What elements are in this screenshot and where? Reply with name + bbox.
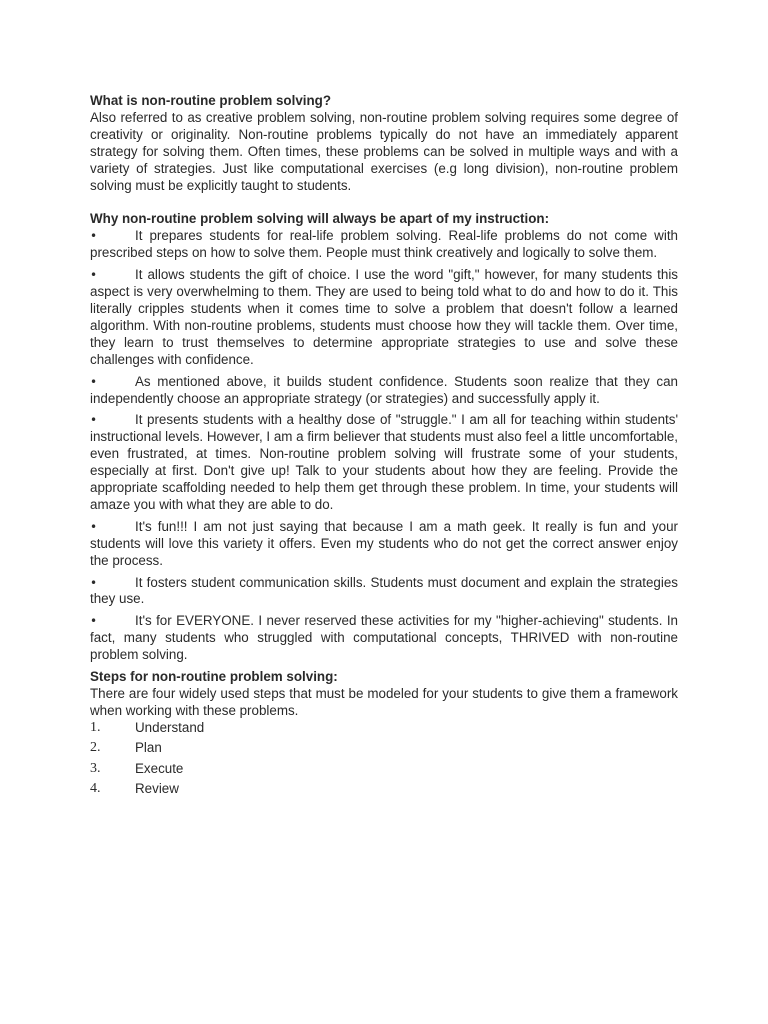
steps-list xyxy=(90,720,678,798)
list-item-text: It's fun!!! I am not just saying that because I am a math geek. It really is fun and your students will love this variety it offers. Even my students who do not get the correct answer enjoy the process. xyxy=(90,518,678,568)
list-item-text: It presents students with a healthy dose of "struggle." I am all for teaching within students' instructional levels. However, I am a firm believer that students must also feel a little uncomfortable, even frustrated, at times. Non-routine problem solving will frustrate some of your students, especially at first. Don't give up! Talk to your students about how they are feeling. Provide the appropriate scaffolding needed to help them get through these problem. In time, your students will amaze you with what they are able to do. xyxy=(90,412,678,512)
list-item-text: It allows students the gift of choice. I use the word "gift," however, for many students this aspect is very overwhelming to them. They are used to being told what to do and how to do it. This literally cripples students when it comes time to solve a problem that doesn't follow a learned algorithm. With non-routine problems, students must choose how they will tackle them. Over time, they learn to trust themselves to determine appropriate strategies to use and solve these challenges with confidence. xyxy=(90,267,678,367)
step-number: 2. xyxy=(90,740,101,756)
section-body-steps: There are four widely used steps that must be modeled for your students to give them a framework when working with these problems. xyxy=(90,686,678,718)
list-item xyxy=(90,575,678,609)
step-number: 4. xyxy=(90,781,101,797)
document-page xyxy=(90,93,678,801)
list-item-text: As mentioned above, it builds student confidence. Students soon realize that they can independently choose an appropriate strategy (or strategies) and successfully apply it. xyxy=(90,373,678,406)
list-item xyxy=(90,412,678,513)
step-number: 3. xyxy=(90,760,101,776)
list-item xyxy=(90,613,678,664)
section-heading-why: Why non-routine problem solving will always be apart of my instruction: xyxy=(90,211,550,227)
list-item xyxy=(90,519,678,570)
list-item xyxy=(90,720,678,737)
step-label: Plan xyxy=(135,740,162,756)
list-item xyxy=(90,228,678,262)
bullet-icon: • xyxy=(90,229,98,244)
section-heading-what: What is non-routine problem solving? xyxy=(90,93,332,108)
step-label: Understand xyxy=(135,719,205,735)
bullet-icon: • xyxy=(90,413,98,428)
step-label: Review xyxy=(135,781,179,797)
step-label: Execute xyxy=(135,760,184,776)
list-item xyxy=(90,761,678,778)
bullet-icon: • xyxy=(90,374,98,389)
section-heading-steps: Steps for non-routine problem solving: xyxy=(90,669,338,685)
list-item-text: It prepares students for real-life problem solving. Real-life problems do not come with prescribed steps on how to solve them. People must think creatively and logically to solve them. xyxy=(90,228,678,261)
list-item xyxy=(90,781,678,798)
bullet-icon: • xyxy=(90,575,98,590)
list-item-text: It fosters student communication skills. Students must document and explain the strategies they use. xyxy=(90,574,678,607)
bullet-icon: • xyxy=(90,268,98,283)
list-item xyxy=(90,740,678,757)
section-body-what: Also referred to as creative problem solving, non-routine problem solving requires some degree of creativity or originality. Non-routine problems typically do not have an immediately apparent strategy for solving them. Often times, these problems can be solved in multiple ways and with a variety of strategies. Just like computational exercises (e.g long division), non-routine problem solving must be explicitly taught to students. xyxy=(90,109,678,193)
list-item xyxy=(90,374,678,408)
list-item-text: It's for EVERYONE. I never reserved these activities for my "higher-achieving" students. In fact, many students who struggled with computational concepts, THRIVED with non-routine problem solving. xyxy=(90,613,678,663)
bullet-icon: • xyxy=(90,614,98,629)
list-item xyxy=(90,267,678,368)
section-spacer xyxy=(90,194,678,211)
reasons-list xyxy=(90,228,678,664)
step-number: 1. xyxy=(90,719,101,735)
bullet-icon: • xyxy=(90,519,98,534)
